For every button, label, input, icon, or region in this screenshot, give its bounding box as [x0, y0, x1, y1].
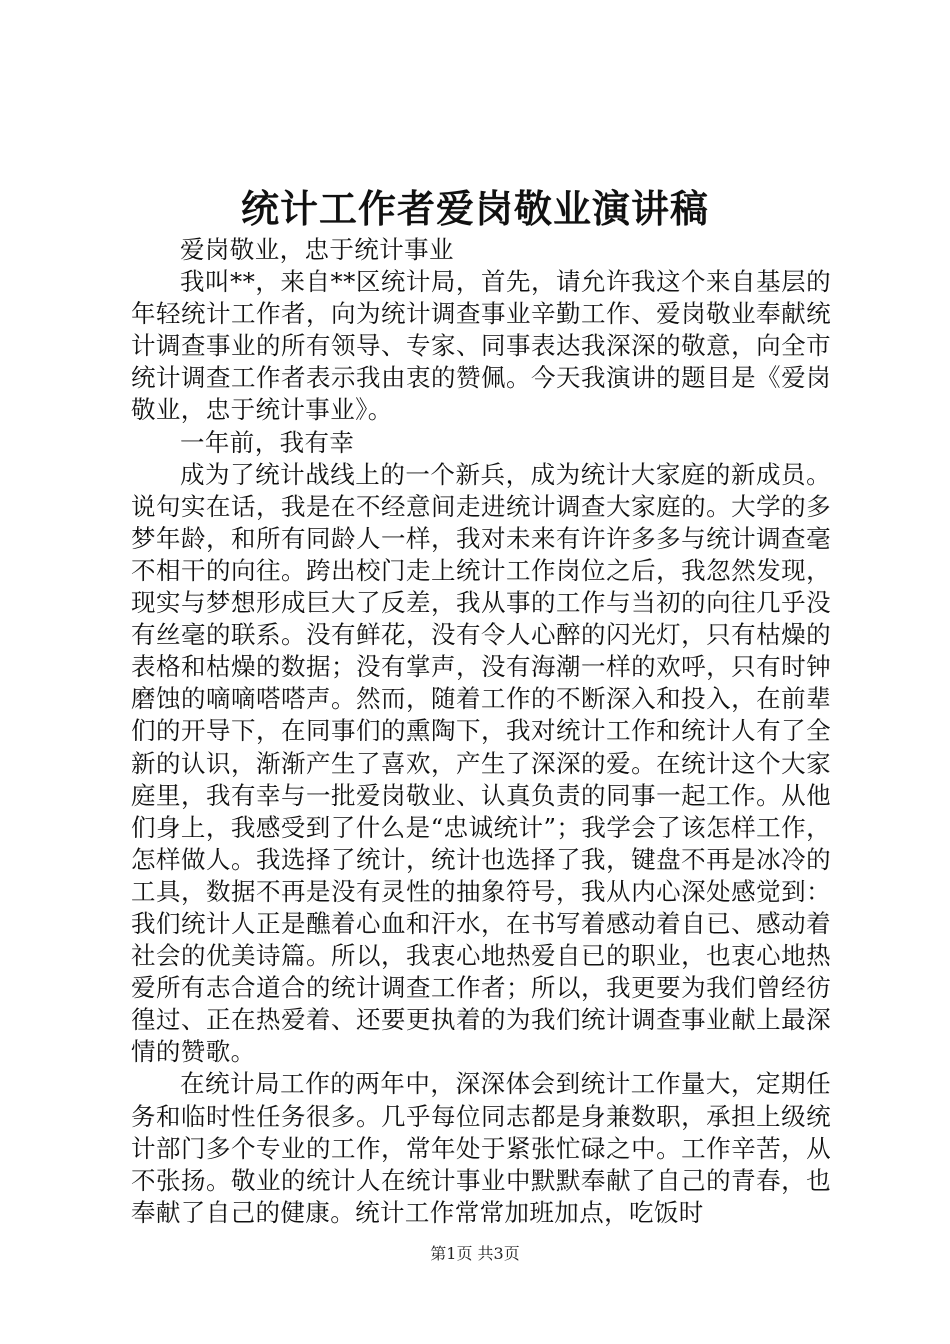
document-title: 统计工作者爱岗敬业演讲稿 — [240, 186, 709, 231]
paragraph: 成为了统计战线上的一个新兵，成为统计大家庭的新成员。说句实在话，我是在不经意间走进统计调查大家庭的。大学的多梦年龄，和所有同龄人一样，我对未来有许许多多与统计调查毫不相干的向往。跨出校门走上统计工作岗位之后，我忽然发现，现实与梦想形成巨大了反差，我从事的工作与当初的向往几乎没有丝毫的联系。没有鲜花，没有令人心醉的闪光灯，只有枯燥的表格和枯燥的数据；没有掌声，没有海潮一样的欢呼，只有时钟磨蚀的嘀嘀嗒嗒声。然而，随着工作的不断深入和投入，在前辈们的开导下，在同事们的熏陶下，我对统计工作和统计人有了全新的认识，渐渐产生了喜欢，产生了深深的爱。在统计这个大家庭里，我有幸与一批爱岗敬业、认真负责的同事一起工作。从他们身上，我感受到了什么是“忠诚统计”；我学会了该怎样工作，怎样做人。我选择了统计，统计也选择了我，键盘不再是冰冷的工具，数据不再是没有灵性的抽象符号，我从内心深处感觉到：我们统计人正是醮着心血和汗水，在书写着感动着自已、感动着社会的优美诗篇。所以，我衷心地热爱自已的职业，也衷心地热爱所有志合道合的统计调查工作者；所以，我更要为我们曾经彷徨过、正在热爱着、还要更执着的为我们统计调查事业献上最深情的赞歌。 — [131, 459, 831, 1067]
document-body — [131, 234, 831, 1229]
paragraph: 在统计局工作的两年中，深深体会到统计工作量大，定期任务和临时性任务很多。几乎每位同志都是身兼数职，承担上级统计部门多个专业的工作，常年处于紧张忙碌之中。工作辛苦，从不张扬。敬业的统计人在统计事业中默默奉献了自己的青春，也奉献了自己的健康。统计工作常常加班加点，吃饭时 — [131, 1069, 831, 1227]
paragraph: 一年前，我有幸 — [180, 427, 355, 457]
paragraph: 我叫**，来自**区统计局，首先，请允许我这个来自基层的年轻统计工作者，向为统计调查事业辛勤工作、爱岗敬业奉献统计调查事业的所有领导、专家、同事表达我深深的敬意，向全市统计调查工作者表示我由衷的赞佩。今天我演讲的题目是《爱岗敬业，忠于统计事业》。 — [131, 267, 831, 425]
paragraph: 爱岗敬业，忠于统计事业 — [180, 235, 454, 264]
page-footer: 第1页 共3页 — [430, 1244, 520, 1263]
